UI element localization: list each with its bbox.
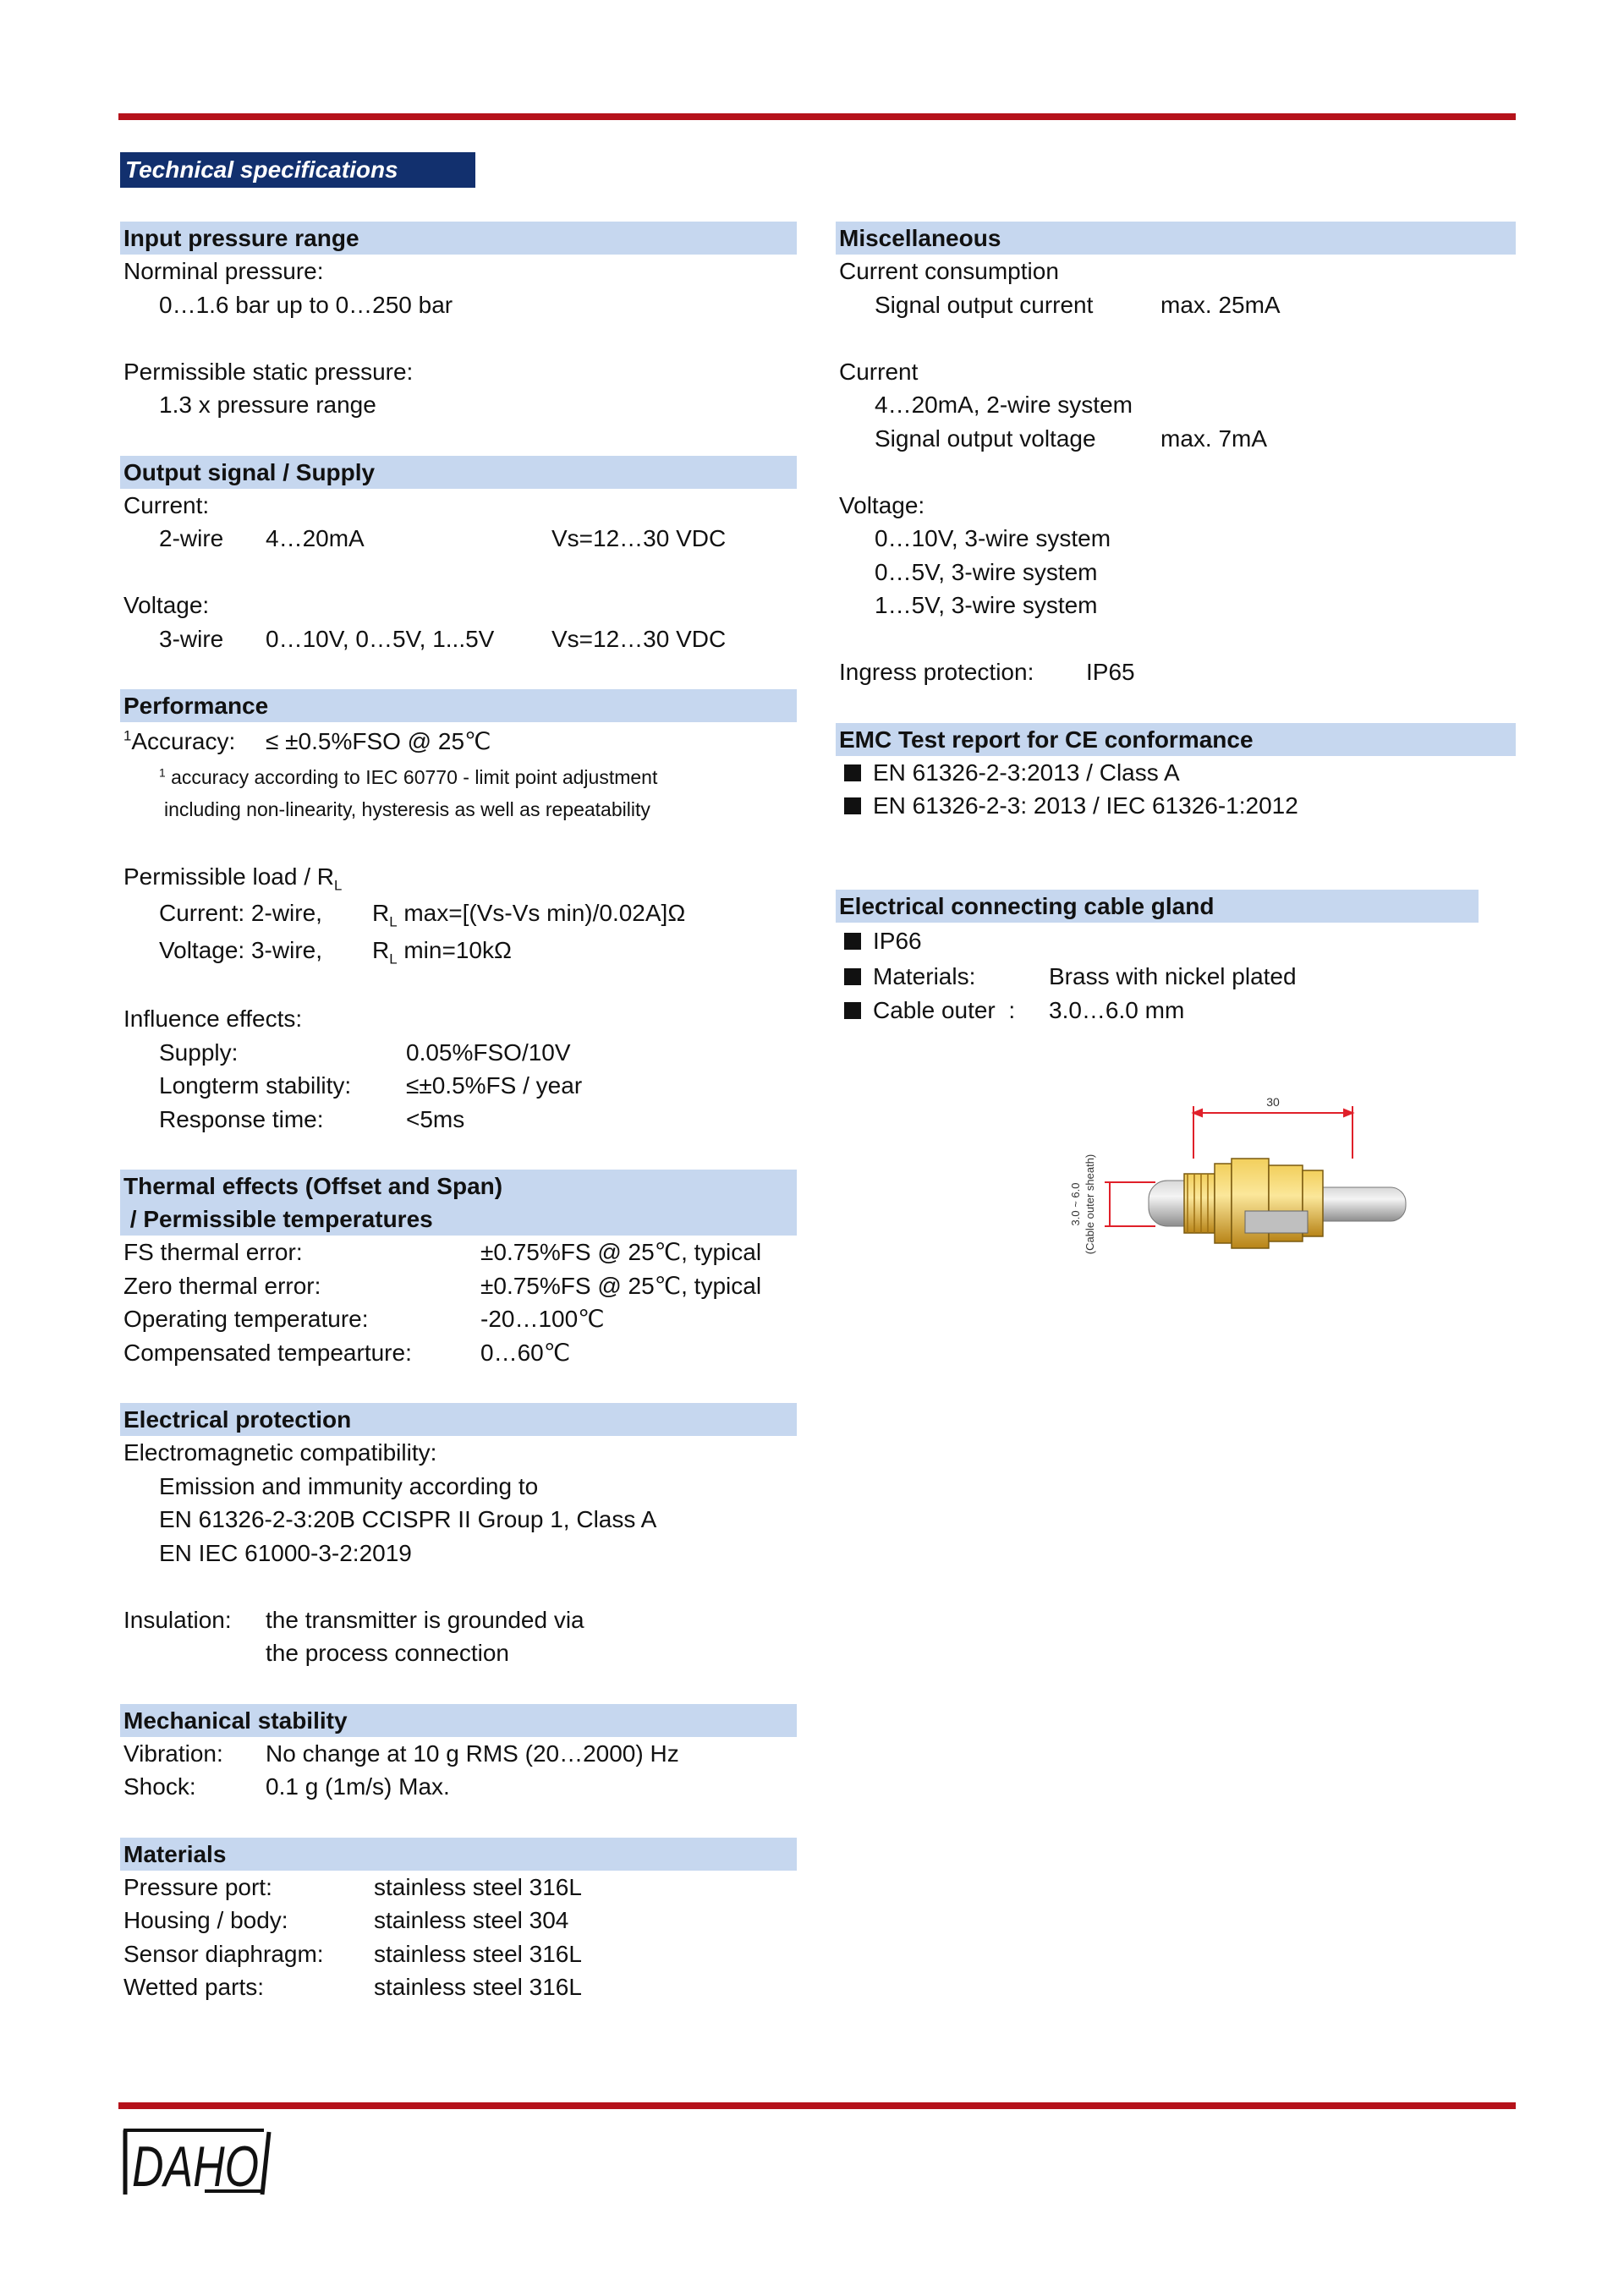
- square-bullet-icon: [844, 764, 861, 781]
- dimension-side: [1105, 1182, 1155, 1226]
- cable-insert: [1245, 1211, 1308, 1233]
- section-header: Input pressure range: [120, 222, 797, 255]
- spec-row: Pressure port: stainless steel 316L: [123, 1873, 582, 1900]
- square-bullet-icon: [844, 968, 861, 985]
- section-header: Electrical connecting cable gland: [836, 890, 1479, 923]
- spec-row: Housing / body: stainless steel 304: [123, 1907, 569, 1933]
- spec-row: [120, 522, 797, 556]
- spec-value: ≤ ±0.5%FSO @ 25℃: [266, 728, 491, 754]
- spec-row: Supply: 0.05%FSO/10V: [159, 1038, 571, 1066]
- spec-row: Response time: <5ms: [159, 1105, 465, 1132]
- spec-row: Shock: 0.1 g (1m/s) Max.: [123, 1773, 450, 1800]
- spec-label: Influence effects:: [123, 1006, 303, 1032]
- spec-row: Zero thermal error: ±0.75%FS @ 25℃, typical: [123, 1272, 762, 1299]
- spec-row: Ingress protection: IP65: [839, 659, 1135, 685]
- spec-label: Norminal pressure:: [123, 258, 324, 284]
- spec-label: Voltage:: [839, 491, 925, 518]
- thermal-section: [120, 1170, 797, 1403]
- spec-label: Current: [839, 358, 919, 385]
- spec-row: [120, 622, 797, 656]
- spec-row: Longterm stability: ≤±0.5%FS / year: [159, 1072, 583, 1099]
- dimension-label: 3.0 ~ 6.0: [1069, 1182, 1082, 1226]
- daho-logo: [120, 2125, 281, 2200]
- spec-value: EN IEC 61000-3-2:2019: [159, 1539, 412, 1566]
- spec-label: Current:: [123, 491, 210, 518]
- load-current-row: Current: 2-wire, $R_L$ max=[(Vs-Vs min)/0.02A]Ω: [120, 895, 797, 932]
- spec-row: Operating temperature: -20…100℃: [123, 1306, 605, 1332]
- spec-value: Emission and immunity according to: [159, 1472, 539, 1499]
- footnote: $^1$ accuracy according to IEC 60770 - limit point adjustment: [159, 766, 658, 788]
- section-header: Miscellaneous: [836, 222, 1516, 255]
- dimension-label: (Cable outer sheath): [1084, 1153, 1096, 1255]
- square-bullet-icon: [844, 933, 861, 950]
- spec-label: Voltage:: [123, 592, 210, 618]
- spec-value: EN 61326-2-3:20B CCISPR II Group 1, Class A: [159, 1506, 657, 1532]
- spec-label: Electromagnetic compatibility:: [123, 1439, 437, 1466]
- list-item: EN 61326-2-3:2013 / Class A: [836, 756, 1516, 790]
- list-item: EN 61326-2-3: 2013 / IEC 61326-1:2012: [836, 789, 1516, 823]
- spec-row: Signal output voltage max. 7mA: [875, 425, 1268, 452]
- section-banner: Technical specifications: [120, 152, 475, 188]
- section-header: Performance: [120, 689, 797, 722]
- signal-range: 4…20mA: [266, 525, 365, 551]
- load-formula: $R_L$ min=10kΩ: [372, 936, 512, 967]
- section-header: Electrical protection: [120, 1403, 797, 1436]
- signal-range: 0…10V, 0…5V, 1...5V: [266, 625, 495, 652]
- dimension-label: 30: [1266, 1095, 1280, 1109]
- logo-text: DAHO: [132, 2134, 259, 2199]
- emc-report-section: [836, 723, 1516, 890]
- wire-type: 2-wire: [159, 525, 224, 551]
- output-signal-section: [120, 456, 797, 690]
- square-bullet-icon: [844, 797, 861, 814]
- wire-type: 3-wire: [159, 625, 224, 652]
- spec-row: the process connection: [266, 1640, 509, 1666]
- materials-section: [120, 1838, 797, 2004]
- load-formula: $R_L$ max=[(Vs-Vs min)/0.02A]Ω: [372, 899, 686, 930]
- supply-voltage: Vs=12…30 VDC: [551, 525, 727, 551]
- spec-row: Sensor diaphragm: stainless steel 316L: [123, 1940, 582, 1967]
- performance-section: [120, 689, 797, 1170]
- top-rule: [118, 113, 1516, 120]
- cable-gland-section: [836, 890, 1516, 1027]
- dimension-top: [1193, 1106, 1352, 1159]
- right-column: [836, 222, 1516, 1027]
- miscellaneous-section: [836, 222, 1516, 723]
- list-item: IP66: [836, 923, 1516, 960]
- cable-gland-drawing: [1049, 1091, 1404, 1294]
- section-header: Output signal / Supply: [120, 456, 797, 489]
- spec-row: Compensated tempearture: 0…60℃: [123, 1339, 571, 1366]
- mechanical-section: [120, 1704, 797, 1838]
- spec-label: Accuracy:: [131, 728, 236, 754]
- spec-row: FS thermal error: ±0.75%FS @ 25℃, typical: [123, 1239, 762, 1265]
- left-column: [120, 222, 797, 2004]
- spec-row: Wetted parts: stainless steel 316L: [123, 1974, 582, 2000]
- section-header: EMC Test report for CE conformance: [836, 723, 1516, 756]
- section-header: Mechanical stability: [120, 1704, 797, 1737]
- accuracy-row: [120, 722, 797, 761]
- spec-value: 1.3 x pressure range: [159, 392, 376, 418]
- spec-value: 0…5V, 3-wire system: [875, 558, 1098, 585]
- load-voltage-row: Voltage: 3-wire, $R_L$ min=10kΩ: [120, 932, 797, 969]
- electrical-protection-section: [120, 1403, 797, 1704]
- spec-value: 0…10V, 3-wire system: [875, 525, 1111, 551]
- spec-value: 1…5V, 3-wire system: [875, 592, 1098, 618]
- section-header: Materials: [120, 1838, 797, 1871]
- section-header: Thermal effects (Offset and Span) / Permissible temperatures: [120, 1170, 797, 1236]
- supply-voltage: Vs=12…30 VDC: [551, 625, 727, 652]
- load-label: Permissible load / $R_L$: [123, 863, 343, 894]
- bottom-rule: [118, 2102, 1516, 2109]
- spec-label: Permissible static pressure:: [123, 358, 414, 385]
- gland-body: [1184, 1159, 1323, 1248]
- list-item: Cable outer : 3.0…6.0 mm: [836, 994, 1516, 1027]
- spec-row: Insulation: the transmitter is grounded via: [123, 1606, 584, 1633]
- square-bullet-icon: [844, 1002, 861, 1019]
- spec-value: 0…1.6 bar up to 0…250 bar: [159, 291, 453, 318]
- spec-label: Current consumption: [839, 258, 1059, 284]
- footnote-marker: 1: [123, 727, 132, 744]
- footnote-continued: including non-linearity, hysteresis as well as repeatability: [164, 798, 650, 820]
- spec-row: Signal output current max. 25mA: [875, 291, 1281, 318]
- input-pressure-section: [120, 222, 797, 456]
- spec-row: Vibration: No change at 10 g RMS (20…2000) Hz: [123, 1740, 679, 1767]
- spec-value: 4…20mA, 2-wire system: [875, 392, 1133, 418]
- list-item: Materials: Brass with nickel plated: [836, 960, 1516, 994]
